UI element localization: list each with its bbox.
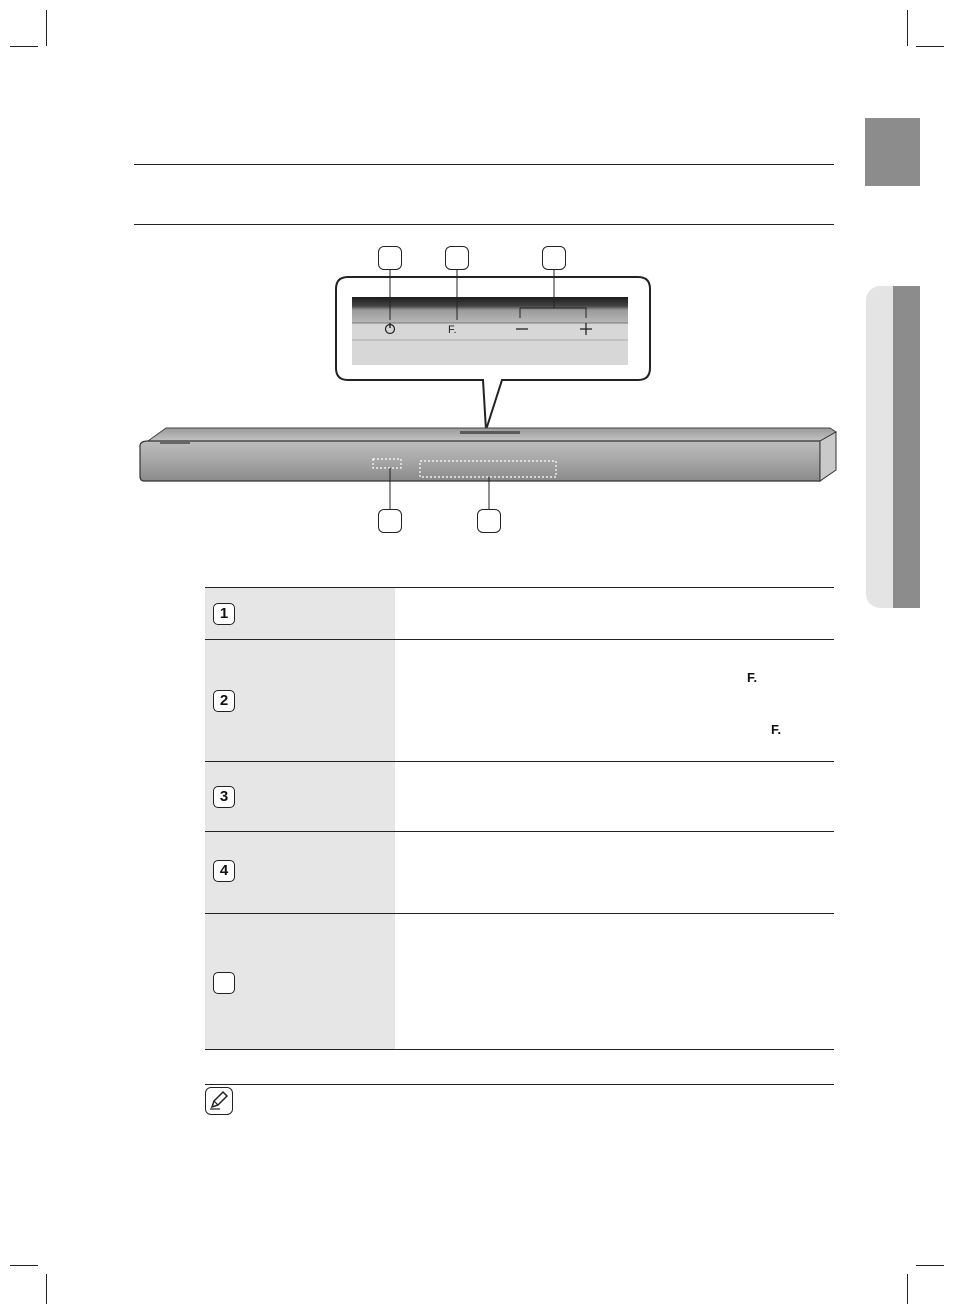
table-desc-cell	[395, 588, 834, 639]
table-label-cell	[205, 762, 395, 831]
note-rule	[205, 1084, 834, 1085]
function-button-label: F.	[448, 324, 457, 336]
table-label-cell	[205, 640, 395, 761]
table-row	[205, 761, 834, 831]
heading-rule-bottom	[134, 224, 834, 225]
table-label-cell	[205, 588, 395, 639]
pencil-note-icon	[205, 1087, 233, 1115]
row-number-badge: 2	[213, 690, 235, 712]
crop-mark	[907, 1274, 908, 1304]
crop-mark	[10, 46, 38, 47]
table-row	[205, 639, 834, 761]
table-desc-cell	[395, 832, 834, 913]
table-desc-cell	[395, 914, 834, 1049]
crop-mark	[46, 1274, 47, 1304]
table-label-cell	[205, 914, 395, 1049]
crop-mark	[46, 10, 47, 46]
feature-table	[205, 587, 834, 1050]
row-number-badge: 4	[213, 860, 235, 882]
callout-4	[378, 509, 402, 533]
panel-top-edge	[352, 297, 628, 323]
row-number-badge: 1	[213, 603, 235, 625]
soundbar-top	[148, 428, 836, 441]
chapter-tab	[865, 118, 920, 186]
section-tab-dark	[893, 286, 920, 608]
row-number-badge: 3	[213, 786, 235, 808]
soundbar-illustration	[130, 240, 850, 540]
table-row	[205, 831, 834, 913]
crop-mark	[916, 46, 944, 47]
table-label-cell	[205, 832, 395, 913]
crop-mark	[916, 1265, 944, 1266]
soundbar-end	[820, 432, 836, 481]
function-mark: F.	[747, 670, 758, 685]
function-mark: F.	[771, 722, 782, 737]
section-tab-light	[866, 286, 894, 608]
callout-3	[542, 246, 566, 270]
table-row	[205, 913, 834, 1050]
crop-mark	[907, 10, 908, 46]
table-row	[205, 587, 834, 639]
callout-2	[445, 246, 469, 270]
row-number-badge	[213, 972, 235, 994]
table-desc-cell	[395, 762, 834, 831]
callout-1	[378, 246, 402, 270]
crop-mark	[10, 1265, 38, 1266]
heading-rule-top	[134, 164, 834, 165]
table-desc-cell	[395, 640, 834, 761]
callout-5	[477, 509, 501, 533]
